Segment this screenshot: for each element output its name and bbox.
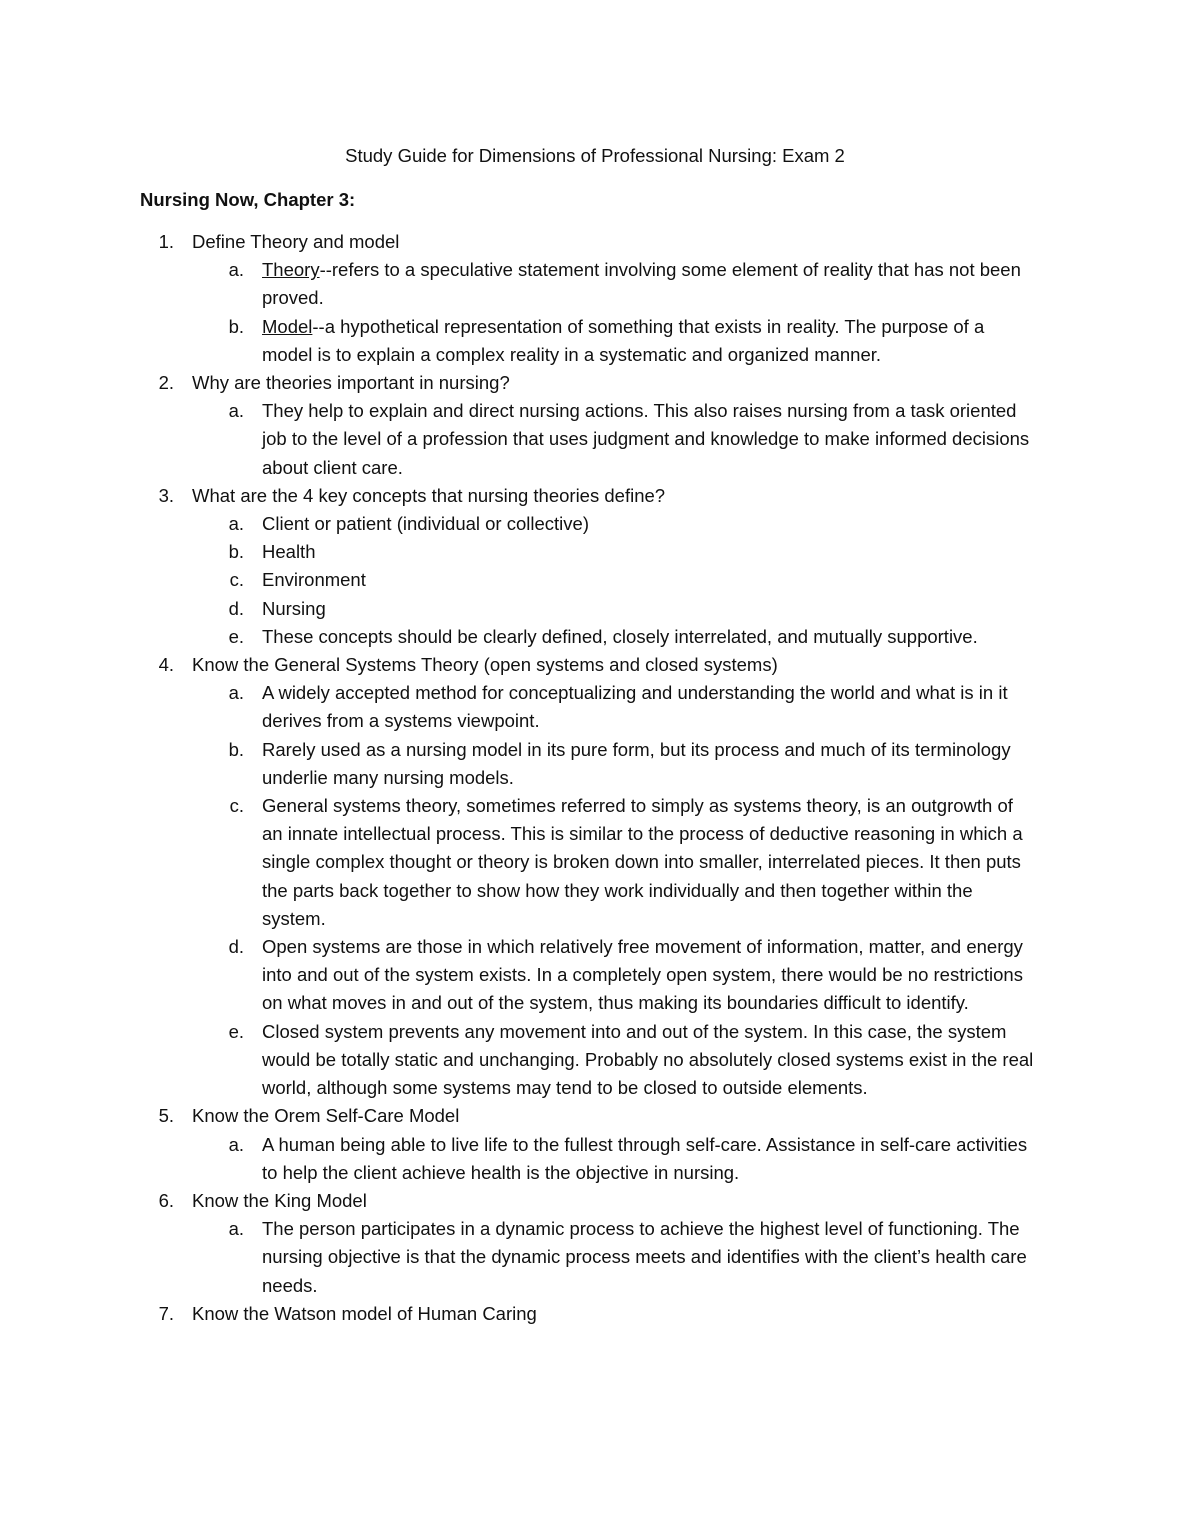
answer-list bbox=[0, 256, 1190, 369]
question-item bbox=[0, 228, 1190, 369]
answer-letter: a. bbox=[228, 400, 244, 422]
answer-item bbox=[0, 397, 1190, 482]
question-text: Know the Orem Self-Care Model bbox=[192, 1105, 460, 1127]
answer-letter: a. bbox=[228, 1133, 244, 1155]
question-text: Why are theories important in nursing? bbox=[192, 372, 510, 394]
question-text: What are the 4 key concepts that nursing theories define? bbox=[192, 484, 666, 506]
answer-item bbox=[0, 792, 1190, 933]
question-number: 7. bbox=[158, 1302, 174, 1324]
answer-letter: e. bbox=[228, 1020, 244, 1042]
answer-letter: e. bbox=[228, 625, 244, 647]
answer-letter: d. bbox=[228, 597, 244, 619]
answer-definition: --a hypothetical representation of something that exists in reality. The purpose of a model is to explain a complex reality in a systematic and organized manner. bbox=[262, 315, 985, 365]
answer-item bbox=[0, 595, 1190, 623]
answer-item bbox=[0, 623, 1190, 651]
answer-letter: a. bbox=[228, 1218, 244, 1240]
answer-letter: b. bbox=[228, 315, 244, 337]
answer-text: A widely accepted method for conceptualizing and understanding the world and what is in it derives from a systems viewpoint. bbox=[262, 682, 1008, 732]
answer-letter: b. bbox=[228, 738, 244, 760]
answer-letter: a. bbox=[228, 682, 244, 704]
question-text: Know the King Model bbox=[192, 1189, 367, 1211]
term-model: Model bbox=[262, 315, 313, 337]
answer-definition: --refers to a speculative statement involving some element of reality that has not been proved. bbox=[262, 259, 1021, 309]
question-number: 6. bbox=[158, 1189, 174, 1211]
question-item bbox=[0, 651, 1190, 1102]
answer-item bbox=[0, 736, 1190, 792]
question-number: 4. bbox=[158, 654, 174, 676]
answer-item bbox=[0, 256, 1190, 312]
answer-item bbox=[0, 679, 1190, 735]
question-item bbox=[0, 1300, 1190, 1328]
answer-item bbox=[0, 566, 1190, 594]
answer-letter: b. bbox=[228, 541, 244, 563]
question-item bbox=[0, 482, 1190, 651]
answer-text: General systems theory, sometimes referred to simply as systems theory, is an outgrowth of an innate intellectual process. This is similar to the process of deductive reasoning in which a single complex thought or theory is broken down into smaller, interrelated pieces. It then puts the parts back together to show how they work individually and then together within the system. bbox=[262, 795, 1023, 929]
answer-letter: a. bbox=[228, 259, 244, 281]
answer-text: A human being able to live life to the fullest through self-care. Assistance in self-care activities to help the client achieve health is the objective in nursing. bbox=[262, 1133, 1028, 1183]
answer-item bbox=[0, 1215, 1190, 1300]
answer-list bbox=[0, 397, 1190, 482]
answer-text: They help to explain and direct nursing actions. This also raises nursing from a task oriented job to the level of a profession that uses judgment and knowledge to make informed decisions about client care. bbox=[262, 400, 1030, 478]
question-text: Know the General Systems Theory (open systems and closed systems) bbox=[192, 654, 778, 676]
answer-text: Rarely used as a nursing model in its pure form, but its process and much of its terminology underlie many nursing models. bbox=[262, 738, 1011, 788]
answer-letter: d. bbox=[228, 936, 244, 958]
answer-letter: c. bbox=[229, 569, 244, 591]
answer-item bbox=[0, 1131, 1190, 1187]
section-heading: Nursing Now, Chapter 3: bbox=[140, 189, 356, 210]
answer-item bbox=[0, 510, 1190, 538]
question-number: 3. bbox=[158, 484, 174, 506]
answer-text bbox=[262, 313, 1037, 369]
answer-text: These concepts should be clearly defined, closely interrelated, and mutually supportive. bbox=[262, 625, 978, 647]
answer-list bbox=[0, 1131, 1190, 1187]
answer-item bbox=[0, 933, 1190, 1018]
question-text: Know the Watson model of Human Caring bbox=[192, 1302, 537, 1324]
answer-text: Health bbox=[262, 541, 316, 563]
answer-text bbox=[262, 256, 1037, 312]
answer-list bbox=[0, 510, 1190, 651]
question-number: 5. bbox=[158, 1105, 174, 1127]
answer-text: Closed system prevents any movement into and out of the system. In this case, the system would be totally static and unchanging. Probably no absolutely closed systems exist in the real world, although some systems may tend to be closed to outside elements. bbox=[262, 1020, 1034, 1099]
question-list bbox=[0, 228, 1190, 1328]
term-theory: Theory bbox=[262, 259, 320, 281]
document-title: Study Guide for Dimensions of Professional Nursing: Exam 2 bbox=[345, 145, 845, 166]
answer-text: Open systems are those in which relatively free movement of information, matter, and energy into and out of the system exists. In a completely open system, there would be no restrictions on what moves in and out of the system, thus making its boundaries difficult to identify. bbox=[262, 936, 1023, 1014]
answer-item bbox=[0, 313, 1190, 369]
answer-item bbox=[0, 1018, 1190, 1103]
answer-list bbox=[0, 1215, 1190, 1300]
question-item bbox=[0, 369, 1190, 482]
answer-text: Client or patient (individual or collective) bbox=[262, 513, 589, 535]
question-text: Define Theory and model bbox=[192, 231, 400, 252]
answer-letter: c. bbox=[229, 795, 244, 817]
answer-text: Environment bbox=[262, 569, 366, 591]
question-number: 1. bbox=[158, 231, 174, 252]
question-item bbox=[0, 1187, 1190, 1300]
answer-text: Nursing bbox=[262, 597, 326, 619]
answer-list bbox=[0, 679, 1190, 1102]
answer-item bbox=[0, 538, 1190, 566]
answer-letter: a. bbox=[228, 513, 244, 535]
question-item bbox=[0, 1102, 1190, 1187]
question-number: 2. bbox=[158, 372, 174, 394]
answer-text: The person participates in a dynamic process to achieve the highest level of functioning. The nursing objective is that the dynamic process meets and identifies with the client’s health care needs. bbox=[262, 1218, 1027, 1296]
